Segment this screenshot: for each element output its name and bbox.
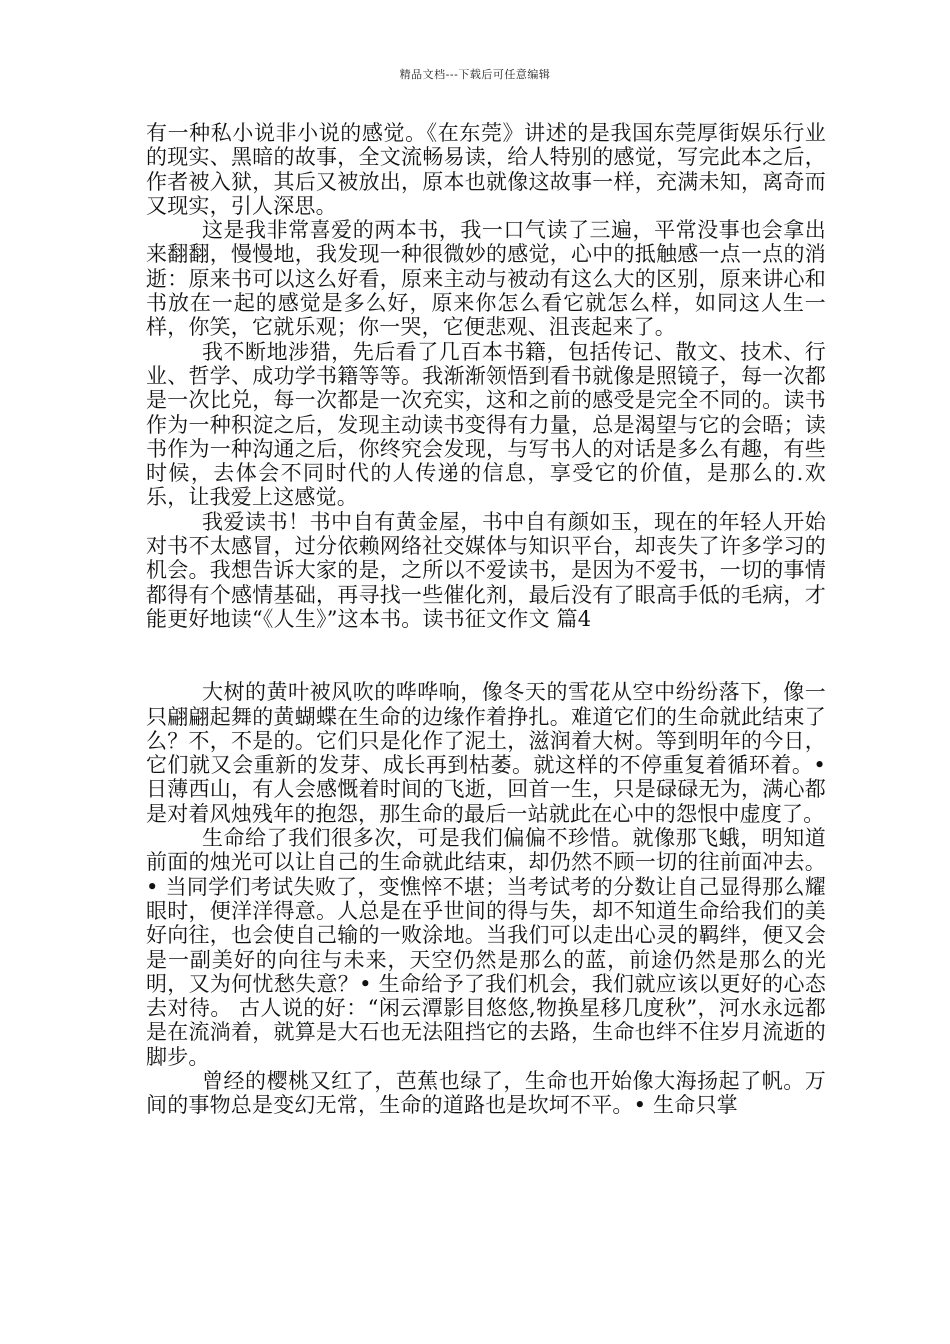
section-gap [146,631,826,680]
paragraph: 大树的黄叶被风吹的哗哗响，像冬天的雪花从空中纷纷落下，像一只翩翩起舞的黄蝴蝶在生命的边缘作着挣扎。难道它们的生命就此结束了么？不，不是的。它们只是化作了泥土，滋润着大树。等到明年的今日，它们就又会重新的发芽、成长再到枯萎。就这样的不停重复着循环着。• 日薄西山，有人会感慨着时间的飞逝，回首一生，只是碌碌无为，满心都是对着风烛残年的抱怨，那生命的最后一站就此在心中的怨恨中虚度了。 [146,680,826,826]
paragraph: 曾经的樱桃又红了，芭蕉也绿了，生命也开始像大海扬起了帆。万间的事物总是变幻无常，生命的道路也是坎坷不平。• 生命只掌 [146,1068,826,1118]
document-body [146,121,826,1118]
paragraph: 有一种私小说非小说的感觉。《在东莞》讲述的是我国东莞厚街娱乐行业的现实、黑暗的故事，全文流畅易读，给人特别的感觉，写完此本之后，作者被入狱，其后又被放出，原本也就像这故事一样，充满未知，离奇而又现实，引人深思。 [146,121,826,218]
paragraph: 我不断地涉猎，先后看了几百本书籍，包括传记、散文、技术、行业、哲学、成功学书籍等等。我渐渐领悟到看书就像是照镜子，每一次都是一次比兑，每一次都是一次充实，这和之前的感受是完全不同的。读书作为一种积淀之后，发现主动读书变得有力量，总是渴望与它的会晤；读书作为一种沟通之后，你终究会发现，与写书人的对话是多么有趣，有些时候，去体会不同时代的人传递的信息，享受它的价值，是那么的.欢乐，让我爱上这感觉。 [146,339,826,510]
paragraph: 我爱读书！书中自有黄金屋，书中自有颜如玉，现在的年轻人开始对书不太感冒，过分依赖网络社交媒体与知识平台，却丧失了许多学习的机会。我想告诉大家的是，之所以不爱读书，是因为不爱书，一切的事情都得有个感情基础，再寻找一些催化剂，最后没有了眼高手低的毛病，才能更好地读“《人生》”这本书。读书征文作文 篇4 [146,509,826,631]
paragraph: 生命给了我们很多次，可是我们偏偏不珍惜。就像那飞蛾，明知道前面的烛光可以让自己的生命就此结束，却仍然不顾一切的往前面冲去。• 当同学们考试失败了，变憔悴不堪；当考试考的分数让自己显得那么耀眼时，便洋洋得意。人总是在乎世间的得与失，却不知道生命给我们的美好向往，也会使自己输的一败涂地。当我们可以走出心灵的羁绊，便又会是一副美好的向往与未来，天空仍然是那么的蓝，前途仍然是那么的光明，又为何忧愁失意？• 生命给予了我们机会，我们就应该以更好的心态去对待。 古人说的好：“闲云潭影目悠悠,物换星移几度秋”，河水永远都是在流淌着，就算是大石也无法阻挡它的去路，生命也绊不住岁月流逝的脚步。 [146,826,826,1069]
page-header: 精品文档---下载后可任意编辑 [399,68,551,81]
paragraph: 这是我非常喜爱的两本书，我一口气读了三遍，平常没事也会拿出来翻翻，慢慢地，我发现一种很微妙的感觉，心中的抵触感一点一点的消逝：原来书可以这么好看，原来主动与被动有这么大的区别，原来讲心和书放在一起的感觉是多么好，原来你怎么看它就怎么样，如同这人生一样，你笑，它就乐观；你一哭，它便悲观、沮丧起来了。 [146,218,826,340]
